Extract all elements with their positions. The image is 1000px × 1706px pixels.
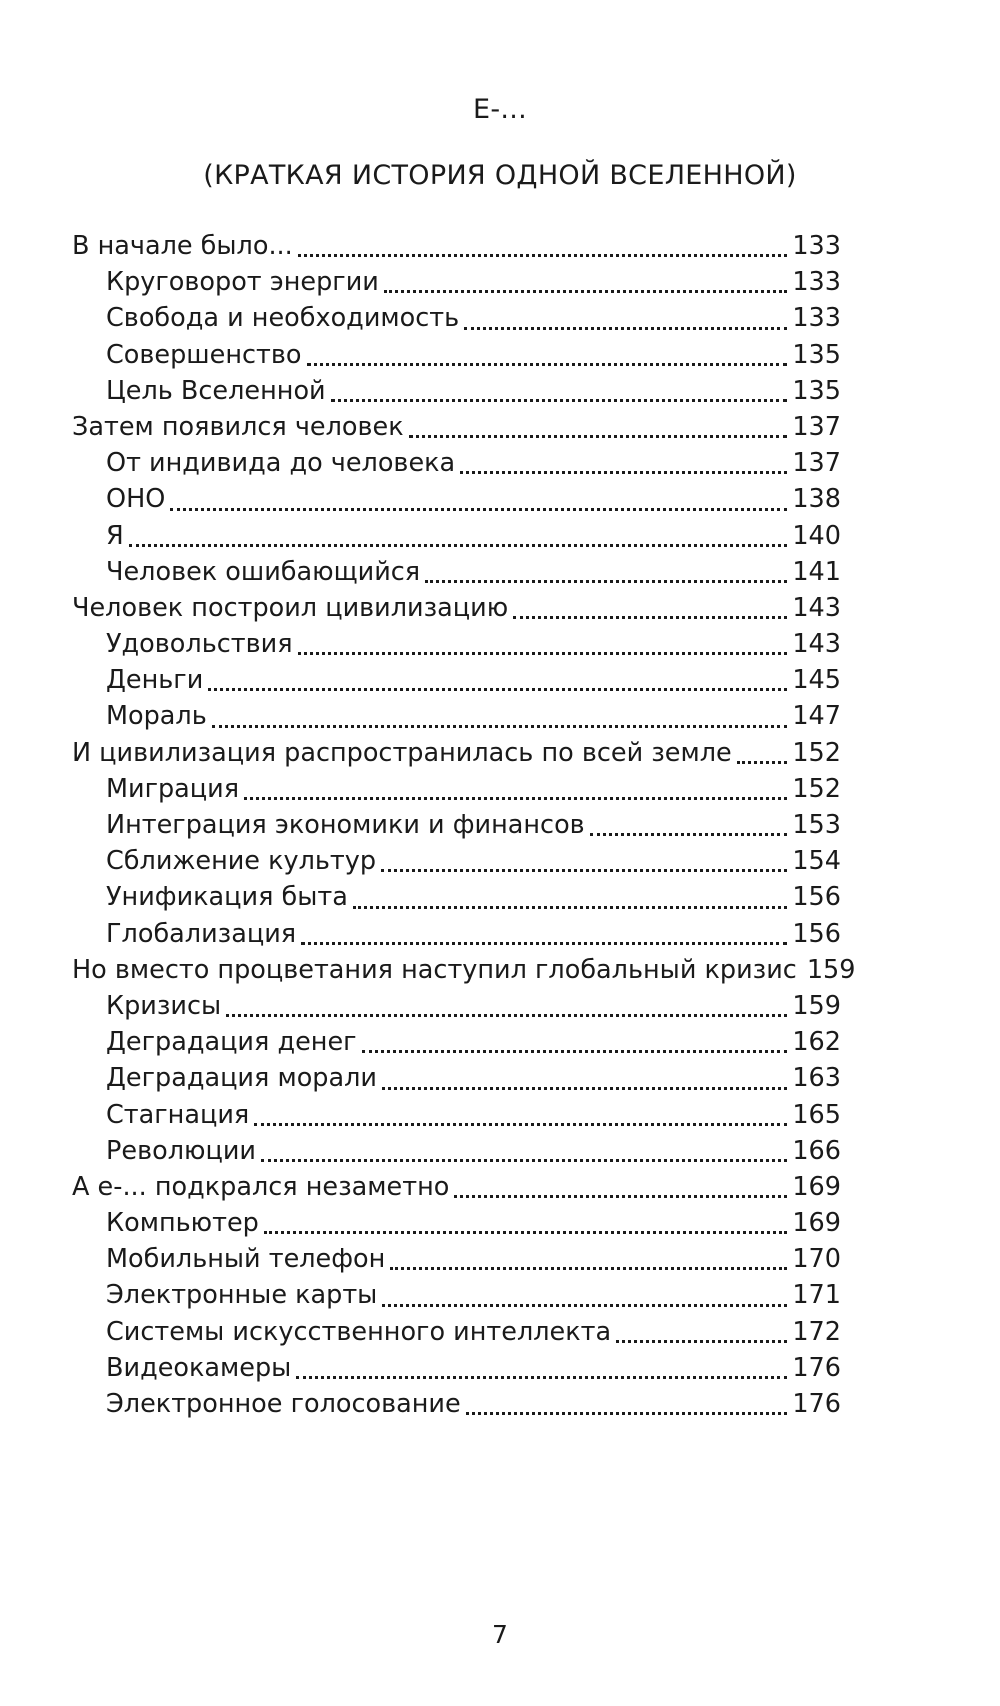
- toc-entry-title: Затем появился человек: [72, 411, 404, 442]
- dot-leader: [381, 869, 787, 872]
- toc-entry-title: Цель Вселенной: [106, 375, 326, 406]
- toc-entry-title: Свобода и необходимость: [106, 303, 460, 334]
- toc-entry-title: И цивилизация распространилась по всей земле: [72, 737, 732, 768]
- dot-leader: [616, 1340, 787, 1343]
- toc-entry-title: Удовольствия: [106, 629, 293, 660]
- toc-entry-title: А е-... подкрался незаметно: [72, 1171, 450, 1202]
- toc-entry-page: 163: [792, 1063, 841, 1094]
- dot-leader: [464, 327, 787, 330]
- toc-entry-page: 137: [792, 411, 841, 442]
- chapter-subtitle: (КРАТКАЯ ИСТОРИЯ ОДНОЙ ВСЕЛЕННОЙ): [203, 160, 797, 191]
- toc-entry-title: Совершенство: [106, 339, 302, 370]
- dot-leader: [382, 1304, 787, 1307]
- dot-leader: [382, 1087, 787, 1090]
- toc-entry-page: 159: [806, 954, 856, 985]
- toc-entry-page: 143: [792, 629, 841, 660]
- dot-leader: [409, 435, 788, 438]
- dot-leader: [590, 833, 788, 836]
- toc-entry-title: Электронное голосование: [106, 1389, 461, 1419]
- toc-entry-page: 138: [792, 484, 841, 515]
- toc-entry-page: 137: [792, 448, 841, 479]
- toc-entry-page: 162: [792, 1027, 841, 1058]
- toc-entry-title: В начале было...: [72, 231, 293, 261]
- toc-subsection-entry: [72, 445, 841, 481]
- toc-subsection-entry: [72, 1097, 841, 1133]
- toc-entry-page: 165: [792, 1099, 841, 1130]
- toc-subsection-entry: [72, 1386, 841, 1422]
- toc-entry-title: Мораль: [106, 701, 207, 732]
- toc-entry-title: Интеграция экономики и финансов: [106, 810, 585, 840]
- dot-leader: [331, 399, 788, 402]
- toc-entry-title: Глобализация: [106, 918, 297, 949]
- toc-entry-title: Компьютер: [106, 1208, 259, 1239]
- toc-entry-title: От индивида до человека: [106, 448, 456, 479]
- dot-leader: [460, 471, 787, 474]
- dot-leader: [301, 942, 787, 945]
- dot-leader: [208, 688, 787, 691]
- toc-entry-page: 154: [792, 846, 841, 877]
- dot-leader: [513, 616, 787, 619]
- dot-leader: [737, 761, 788, 764]
- dot-leader: [296, 1376, 787, 1379]
- toc-subsection-entry: [72, 1241, 841, 1277]
- toc-subsection-entry: [72, 373, 841, 409]
- toc-entry-page: 141: [792, 556, 841, 587]
- dot-leader: [264, 1231, 787, 1234]
- toc-entry-page: 152: [792, 773, 841, 804]
- toc-subsection-entry: [72, 1277, 841, 1313]
- toc-section-entry: [72, 952, 856, 988]
- toc-subsection-entry: [72, 264, 841, 300]
- dot-leader: [384, 290, 787, 293]
- toc-entry-page: 133: [792, 267, 841, 298]
- toc-section-entry: [72, 590, 841, 626]
- dot-leader: [212, 725, 788, 728]
- dot-leader: [390, 1267, 787, 1270]
- toc-section-entry: [72, 1169, 841, 1205]
- toc-entry-page: 147: [792, 701, 841, 732]
- toc-section-entry: [72, 228, 841, 264]
- toc-entry-title: Стагнация: [106, 1099, 250, 1130]
- dot-leader: [454, 1195, 787, 1198]
- toc-entry-page: 156: [792, 918, 841, 949]
- toc-entry-page: 135: [792, 339, 841, 370]
- toc-entry-title: Видеокамеры: [106, 1352, 292, 1383]
- toc-subsection-entry: [72, 988, 841, 1024]
- toc-subsection-entry: [72, 481, 841, 517]
- toc-entry-title: Деградация морали: [106, 1063, 377, 1094]
- toc-entry-title: Деградация денег: [106, 1027, 357, 1058]
- toc-subsection-entry: [72, 1314, 841, 1350]
- toc-entry-page: 169: [792, 1171, 841, 1202]
- toc-entry-title: ОНО: [106, 484, 166, 515]
- dot-leader: [244, 797, 787, 800]
- toc-entry-page: 169: [792, 1208, 841, 1239]
- dot-leader: [170, 508, 787, 511]
- page-number: 7: [492, 1620, 508, 1649]
- toc-subsection-entry: [72, 807, 841, 843]
- toc-entry-title: Миграция: [106, 773, 240, 804]
- toc-entry-page: 145: [792, 665, 841, 696]
- toc-entry-title: Круговорот энергии: [106, 267, 379, 298]
- toc-subsection-entry: [72, 554, 841, 590]
- toc-section-entry: [72, 409, 841, 445]
- toc-entry-page: 135: [792, 375, 841, 406]
- toc-entry-page: 159: [792, 990, 841, 1021]
- toc-subsection-entry: [72, 337, 841, 373]
- toc-entry-title: Но вместо процветания наступил глобальный кризис: [72, 954, 797, 985]
- table-of-contents: [72, 228, 856, 1422]
- dot-leader: [298, 254, 788, 257]
- toc-subsection-entry: [72, 843, 841, 879]
- toc-subsection-entry: [72, 662, 841, 698]
- dot-leader: [425, 580, 787, 583]
- toc-entry-page: 172: [792, 1316, 841, 1347]
- toc-entry-page: 133: [792, 303, 841, 334]
- toc-entry-page: 171: [792, 1280, 841, 1311]
- toc-subsection-entry: [72, 300, 841, 336]
- toc-subsection-entry: [72, 1205, 841, 1241]
- dot-leader: [353, 906, 787, 909]
- toc-subsection-entry: [72, 1024, 841, 1060]
- toc-entry-title: Человек ошибающийся: [106, 556, 421, 587]
- dot-leader: [466, 1412, 788, 1415]
- toc-entry-page: 140: [792, 520, 841, 551]
- toc-entry-title: Деньги: [106, 665, 204, 696]
- toc-subsection-entry: [72, 1350, 841, 1386]
- toc-entry-title: Унификация быта: [106, 882, 348, 913]
- dot-leader: [298, 652, 788, 655]
- dot-leader: [129, 544, 788, 547]
- toc-subsection-entry: [72, 626, 841, 662]
- toc-entry-page: 156: [792, 882, 841, 913]
- toc-entry-page: 176: [792, 1352, 841, 1383]
- toc-entry-title: Революции: [106, 1135, 256, 1166]
- toc-subsection-entry: [72, 771, 841, 807]
- toc-entry-page: 133: [792, 231, 841, 261]
- toc-subsection-entry: [72, 698, 841, 734]
- toc-subsection-entry: [72, 1133, 841, 1169]
- toc-entry-title: Я: [106, 520, 124, 551]
- toc-subsection-entry: [72, 879, 841, 915]
- toc-subsection-entry: [72, 1060, 841, 1096]
- toc-entry-title: Сближение культур: [106, 846, 377, 877]
- dot-leader: [307, 363, 788, 366]
- dot-leader: [254, 1123, 787, 1126]
- toc-entry-title: Электронные карты: [106, 1280, 378, 1311]
- toc-section-entry: [72, 735, 841, 771]
- dot-leader: [362, 1050, 788, 1053]
- toc-subsection-entry: [72, 518, 841, 554]
- toc-entry-title: Человек построил цивилизацию: [72, 592, 509, 623]
- toc-entry-title: Мобильный телефон: [106, 1244, 386, 1275]
- toc-entry-page: 143: [792, 592, 841, 623]
- toc-entry-page: 176: [792, 1389, 841, 1419]
- toc-entry-page: 153: [792, 810, 841, 840]
- toc-entry-title: Кризисы: [106, 990, 222, 1021]
- toc-subsection-entry: [72, 916, 841, 952]
- toc-entry-title: Системы искусственного интеллекта: [106, 1316, 612, 1347]
- chapter-title: Е-...: [472, 94, 528, 125]
- toc-entry-page: 152: [792, 737, 841, 768]
- dot-leader: [261, 1159, 787, 1162]
- toc-entry-page: 166: [792, 1135, 841, 1166]
- dot-leader: [226, 1014, 787, 1017]
- toc-entry-page: 170: [792, 1244, 841, 1275]
